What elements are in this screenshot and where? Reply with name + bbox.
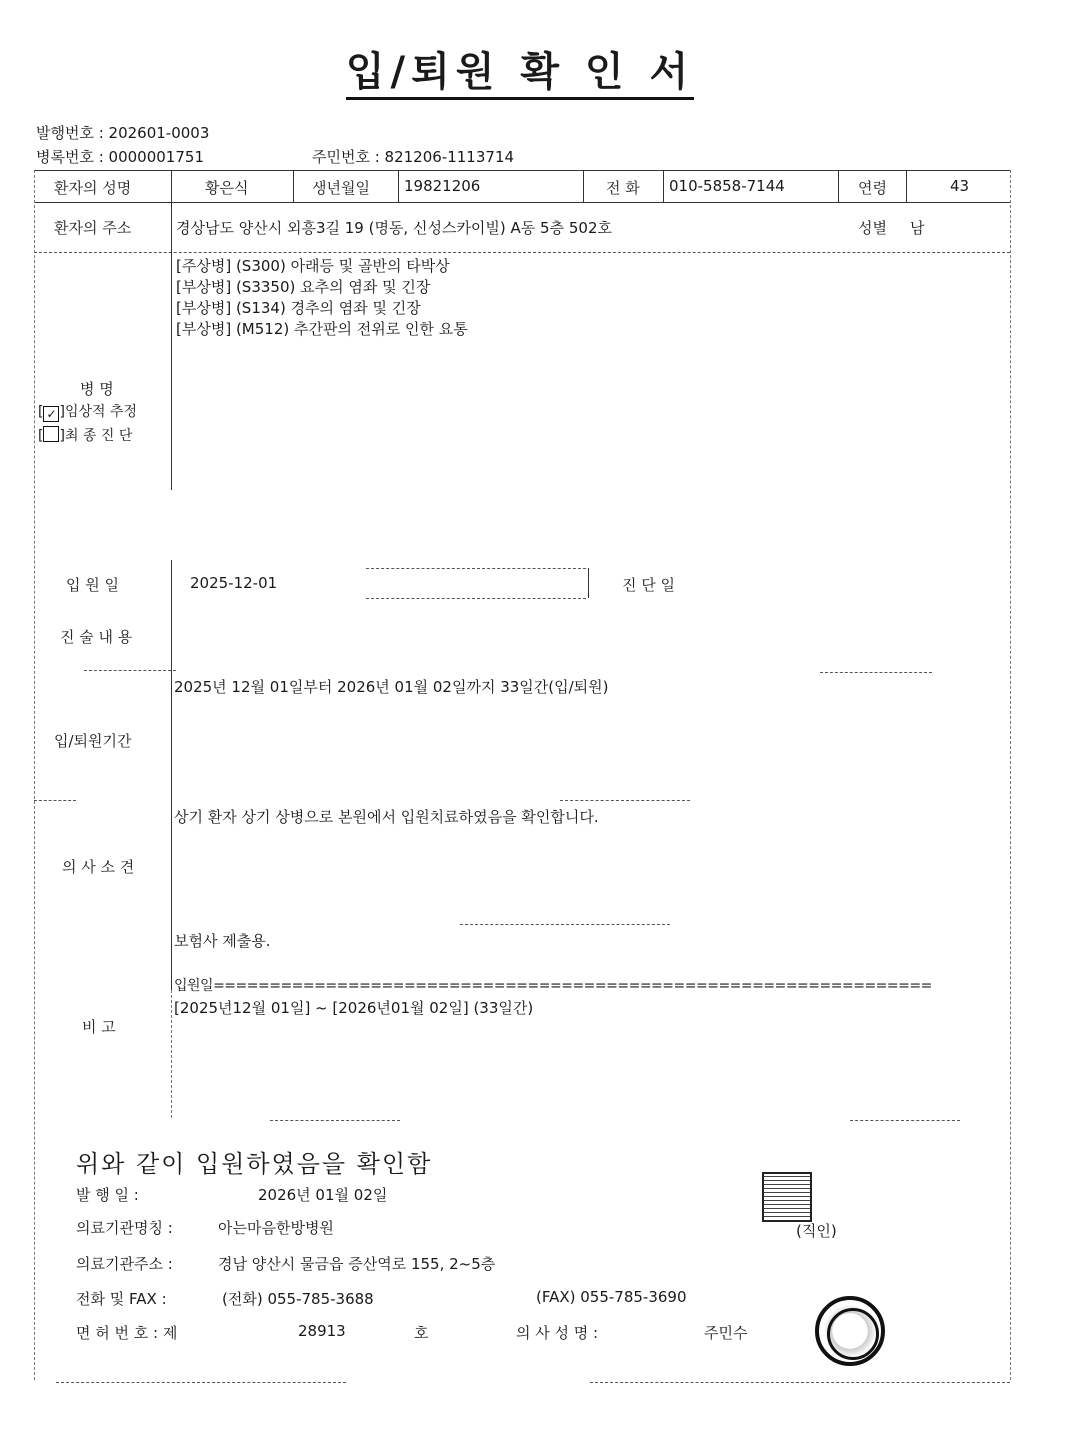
row-divider	[560, 800, 690, 801]
address-value: 경상남도 양산시 외흥3길 19 (명동, 신성스카이빌) A동 5층 502호	[176, 219, 612, 237]
institution-address: 경남 양산시 물금읍 증산역로 155, 2~5층	[218, 1255, 496, 1273]
column-divider	[663, 170, 664, 202]
remarks-label: 비 고	[82, 1018, 116, 1036]
row-divider	[460, 924, 670, 925]
admission-date-label: 입 원 일	[66, 576, 120, 594]
row-divider	[850, 1120, 960, 1121]
admission-date-value: 2025-12-01	[190, 574, 278, 592]
final-diagnosis-option: [ ]최 종 진 단	[38, 428, 133, 444]
column-divider	[293, 170, 294, 202]
doctor-name-label: 의 사 성 명 :	[516, 1324, 599, 1342]
table-right-edge	[1010, 170, 1011, 1380]
table-left-edge	[34, 170, 35, 1380]
clinical-estimate-label: 임상적 추정	[64, 404, 138, 420]
phone-label: 전 화	[606, 179, 640, 197]
diagnosis-item: [부상병] (S3350) 요추의 염좌 및 긴장	[176, 278, 431, 296]
final-diagnosis-label: 최 종 진 단	[64, 428, 133, 444]
bottom-line	[56, 1382, 346, 1383]
fax-number: (FAX) 055-785-3690	[536, 1288, 687, 1306]
column-divider	[583, 170, 584, 202]
address-label: 환자의 주소	[54, 219, 132, 237]
sex-value: 남	[910, 219, 925, 237]
resident-number: 주민번호 : 821206-1113714	[312, 148, 515, 166]
issue-number: 발행번호 : 202601-0003	[36, 124, 210, 142]
institution-label: 의료기관명칭 :	[76, 1219, 173, 1237]
issue-date-value: 2026년 01월 02일	[258, 1186, 388, 1204]
row-divider	[820, 672, 932, 673]
column-divider	[588, 568, 589, 598]
checkbox-checked-icon: ✓	[43, 406, 59, 422]
doctor-name: 주민수	[704, 1324, 748, 1342]
checkbox-empty-icon	[43, 426, 59, 442]
bottom-line	[590, 1382, 1010, 1383]
patient-name-label: 환자의 성명	[54, 179, 132, 197]
opinion-text: 상기 환자 상기 상병으로 본원에서 입원치료하였음을 확인합니다.	[174, 808, 599, 826]
row-divider	[34, 252, 1010, 253]
clinical-estimate-option: [ ✓ ]임상적 추정	[38, 404, 138, 421]
phone-number: (전화) 055-785-3688	[222, 1290, 374, 1308]
column-divider	[171, 560, 172, 990]
age-label: 연령	[858, 179, 887, 197]
diagnosis-label: 병 명	[80, 380, 114, 398]
row-divider	[34, 800, 76, 801]
dob-value: 19821206	[404, 177, 481, 195]
institution-name: 아는마음한방병원	[218, 1219, 334, 1237]
column-divider	[906, 170, 907, 202]
sex-label: 성별	[858, 219, 887, 237]
period-label: 입/퇴원기간	[54, 732, 132, 750]
period-text: 2025년 12월 01일부터 2026년 01월 02일까지 33일간(입/퇴원)	[174, 678, 609, 696]
diagnosis-item: [부상병] (S134) 경추의 염좌 및 긴장	[176, 299, 421, 317]
phone-value: 010-5858-7144	[669, 177, 785, 195]
remarks-line-1: 입원일================================================================	[174, 978, 932, 994]
institution-seal-stamp	[762, 1172, 812, 1222]
column-divider	[171, 990, 172, 1118]
contact-label: 전화 및 FAX :	[76, 1290, 167, 1308]
doctor-seal-stamp	[815, 1296, 885, 1366]
row-divider	[84, 670, 176, 671]
row-divider	[270, 1120, 400, 1121]
license-label: 면 허 번 호 : 제	[76, 1324, 178, 1342]
dob-label: 생년월일	[312, 179, 370, 197]
document-title: 입/퇴원 확 인 서	[0, 40, 1040, 97]
column-divider	[398, 170, 399, 202]
confirmation-heading: 위와 같이 입원하였음을 확인함	[76, 1150, 433, 1178]
statement-label: 진 술 내 용	[60, 628, 133, 646]
seal-label: (직인)	[796, 1222, 837, 1240]
remarks-purpose: 보험사 제출용.	[174, 932, 271, 950]
age-value: 43	[950, 177, 970, 195]
remarks-line-2: [2025년12월 01일] ~ [2026년01월 02일] (33일간)	[174, 999, 534, 1017]
row-divider	[366, 568, 586, 569]
license-number: 28913	[298, 1322, 346, 1340]
table-top-line	[34, 170, 1010, 171]
diagnosis-item: [부상병] (M512) 추간판의 전위로 인한 요통	[176, 320, 468, 338]
diagnosis-list	[176, 256, 468, 340]
diagnosis-item: [주상병] (S300) 아래등 및 골반의 타박상	[176, 257, 450, 275]
row-divider	[34, 202, 1010, 203]
issue-date-label: 발 행 일 :	[76, 1186, 139, 1204]
diagnosis-date-label: 진 단 일	[622, 576, 676, 594]
opinion-label: 의 사 소 견	[62, 858, 135, 876]
patient-name: 황은식	[205, 179, 249, 197]
chart-number: 병록번호 : 0000001751	[36, 148, 204, 166]
column-divider	[838, 170, 839, 202]
column-divider	[171, 170, 172, 490]
institution-address-label: 의료기관주소 :	[76, 1255, 173, 1273]
row-divider	[366, 598, 586, 599]
license-suffix: 호	[414, 1324, 429, 1342]
